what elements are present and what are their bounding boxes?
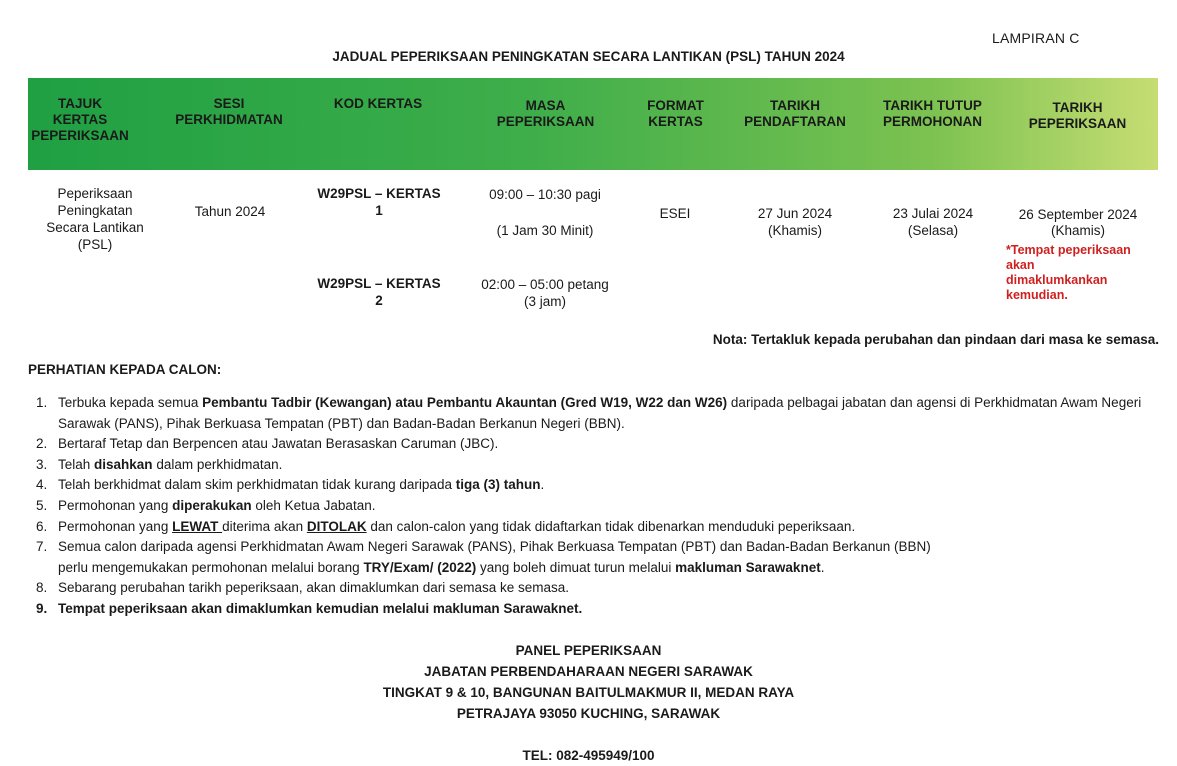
rule-text: Terbuka kepada semua	[58, 395, 203, 410]
rule-text: Permohonan yang	[58, 497, 173, 513]
rule-item	[36, 578, 1146, 599]
header-peperiksaan	[1010, 100, 1145, 132]
header-tutup	[870, 98, 995, 130]
rule-bold: tiga (3) tahun	[455, 477, 541, 493]
header-masa-line2: PEPERIKSAAN	[496, 114, 595, 129]
cell-tajuk-line3: Secara Lantikan	[46, 220, 144, 235]
lampiran-label: LAMPIRAN C	[992, 30, 1080, 46]
header-format	[633, 98, 718, 130]
cell-tajuk	[30, 185, 160, 253]
header-pendaftaran	[730, 98, 860, 130]
nota-text: Nota: Tertakluk kepada perubahan dan pindaan dari masa ke semasa.	[712, 332, 1159, 347]
rule-text: Semua calon daripada agensi Perkhidmatan Awam Negeri Sarawak (PANS), Pihak Berkuasa Tempatan (PBT) dan Badan-Badan Berkanun (BBN)	[58, 539, 931, 555]
footer-line1: PANEL PEPERIKSAAN	[515, 643, 662, 658]
cell-peperiksaan	[1002, 206, 1154, 239]
rule-text: Tempat peperiksaan akan dimaklumkan kemudian melalui makluman Sarawaknet.	[58, 600, 583, 616]
header-peperiksaan-line2: PEPERIKSAAN	[1028, 116, 1127, 131]
rule-text: Telah berkhidmat dalam skim perkhidmatan tidak kurang daripada	[58, 477, 456, 493]
header-tajuk-line3: PEPERIKSAAN	[31, 128, 129, 143]
rules-list	[36, 393, 1146, 620]
rule-text: diterima akan	[222, 518, 307, 534]
venue-note-line1: *Tempat peperiksaan	[1006, 243, 1131, 257]
rule-number: 1.	[36, 395, 48, 410]
cell-masa2-line1: 02:00 – 05:00 petang	[481, 277, 609, 292]
venue-note-line4: kemudian.	[1006, 288, 1068, 302]
cell-pendaftaran-day: (Khamis)	[767, 223, 822, 238]
cell-kod2-line2: 2	[375, 293, 383, 308]
rule-item	[36, 599, 1146, 620]
cell-kod1-line1: W29PSL – KERTAS	[317, 186, 441, 201]
rule-text: Sebarang perubahan tarikh peperiksaan, akan dimaklumkan dari semasa ke semasa.	[58, 580, 570, 596]
rule-number: 2.	[36, 436, 48, 452]
rule-text: Permohonan yang	[58, 518, 173, 534]
rule-item	[36, 517, 1146, 538]
header-format-line1: FORMAT	[647, 98, 704, 113]
footer-line2: JABATAN PERBENDAHARAAN NEGERI SARAWAK	[424, 664, 753, 679]
rule-bold: disahkan	[94, 456, 153, 472]
header-masa	[468, 98, 623, 130]
cell-masa-1	[465, 186, 625, 239]
cell-tutup-day: (Selasa)	[907, 223, 959, 238]
header-kod	[318, 96, 438, 112]
footer-address	[0, 640, 1177, 724]
footer-line3: TINGKAT 9 & 10, BANGUNAN BAITULMAKMUR II, MEDAN RAYA	[382, 685, 795, 700]
rule-bold-underline: LEWAT	[172, 518, 223, 534]
rule-number: 9.	[36, 600, 48, 616]
rule-number: 3.	[36, 456, 48, 472]
header-masa-line1: MASA	[525, 98, 566, 113]
rule-text: perlu mengemukakan permohonan melalui borang	[58, 559, 364, 575]
header-tajuk	[28, 96, 132, 144]
cell-tutup-date: 23 Julai 2024	[892, 206, 974, 221]
header-tajuk-line1: TAJUK	[57, 96, 102, 111]
cell-format: ESEI	[659, 206, 691, 221]
rule-text: .	[540, 477, 545, 493]
rule-bold: diperakukan	[172, 497, 252, 513]
cell-tajuk-line4: (PSL)	[77, 237, 113, 252]
perhatian-heading: PERHATIAN KEPADA CALON:	[28, 362, 222, 377]
rule-text: Bertaraf Tetap dan Berpencen atau Jawatan Berasaskan Caruman (JBC).	[58, 436, 499, 452]
cell-kod1-line2: 1	[375, 203, 383, 218]
cell-peperiksaan-day: (Khamis)	[1050, 223, 1105, 238]
rule-bold-underline: DITOLAK	[306, 518, 367, 534]
rule-bold: Pembantu Tadbir (Kewangan) atau Pembantu Akauntan (Gred W19, W22 dan W26)	[202, 395, 728, 410]
cell-kod-kertas-2	[305, 275, 453, 309]
footer-tel: TEL: 082-495949/100	[522, 748, 655, 763]
rule-number: 7.	[36, 539, 48, 555]
rule-number: 8.	[36, 580, 48, 596]
rule-text: Telah	[58, 456, 95, 472]
cell-tajuk-line2: Peningkatan	[57, 203, 133, 218]
cell-peperiksaan-date: 26 September 2024	[1018, 207, 1138, 222]
header-sesi	[163, 96, 295, 128]
venue-note-line2: akan	[1006, 258, 1035, 272]
rule-text: dalam perkhidmatan.	[152, 456, 283, 472]
rule-text: .	[820, 559, 825, 575]
rule-item	[36, 434, 1146, 455]
rule-item	[36, 455, 1146, 476]
rule-number: 5.	[36, 497, 48, 513]
cell-sesi: Tahun 2024	[194, 204, 266, 219]
venue-note	[1006, 243, 1156, 303]
table-header	[28, 78, 1158, 170]
header-sesi-line2: PERKHIDMATAN	[175, 112, 283, 127]
rule-item	[36, 475, 1146, 496]
rule-text: oleh Ketua Jabatan.	[251, 497, 376, 513]
rule-item	[36, 496, 1146, 517]
rule-text: yang boleh dimuat turun melalui	[476, 559, 676, 575]
cell-pendaftaran	[730, 205, 860, 239]
header-peperiksaan-line1: TARIKH	[1052, 100, 1103, 115]
cell-kod-kertas-1	[305, 185, 453, 219]
header-pendaftaran-line2: PENDAFTARAN	[744, 114, 846, 129]
cell-masa1-line1: 09:00 – 10:30 pagi	[489, 187, 601, 202]
header-tutup-line1: TARIKH TUTUP	[883, 98, 982, 113]
document-title: JADUAL PEPERIKSAAN PENINGKATAN SECARA LANTIKAN (PSL) TAHUN 2024	[332, 49, 845, 64]
rule-item	[36, 393, 1146, 434]
header-format-line2: KERTAS	[648, 114, 703, 129]
rule-number: 6.	[36, 518, 48, 534]
header-kod-line1: KOD KERTAS	[333, 96, 423, 111]
header-pendaftaran-line1: TARIKH	[770, 98, 820, 113]
cell-tajuk-line1: Peperiksaan	[57, 186, 133, 201]
rule-bold: TRY/Exam/ (2022)	[363, 559, 477, 575]
cell-masa1-line2: (1 Jam 30 Minit)	[496, 223, 594, 238]
header-tutup-line2: PERMOHONAN	[882, 114, 982, 129]
cell-masa-2	[465, 276, 625, 310]
cell-kod2-line1: W29PSL – KERTAS	[317, 276, 441, 291]
rule-text: daripada pelbagai jabatan dan agensi di Perkhidmatan Awam Negeri Sarawak (PANS), Pihak Berkuasa Tempatan (PBT) dan Badan-Badan Berkanun Negeri (BBN).	[58, 395, 1142, 431]
venue-note-line3: dimaklumkankan	[1006, 273, 1108, 287]
cell-pendaftaran-date: 27 Jun 2024	[757, 206, 833, 221]
rule-text: dan calon-calon yang tidak didaftarkan tidak dibenarkan menduduki peperiksaan.	[366, 518, 856, 534]
rule-number: 4.	[36, 477, 48, 493]
cell-masa2-line2: (3 jam)	[523, 294, 566, 309]
cell-tutup	[868, 205, 998, 239]
footer-line4: PETRAJAYA 93050 KUCHING, SARAWAK	[456, 706, 721, 721]
rule-item	[36, 537, 1146, 578]
rule-bold: makluman Sarawaknet	[675, 559, 821, 575]
header-sesi-line1: SESI	[213, 96, 245, 111]
header-tajuk-line2: KERTAS	[52, 112, 108, 127]
